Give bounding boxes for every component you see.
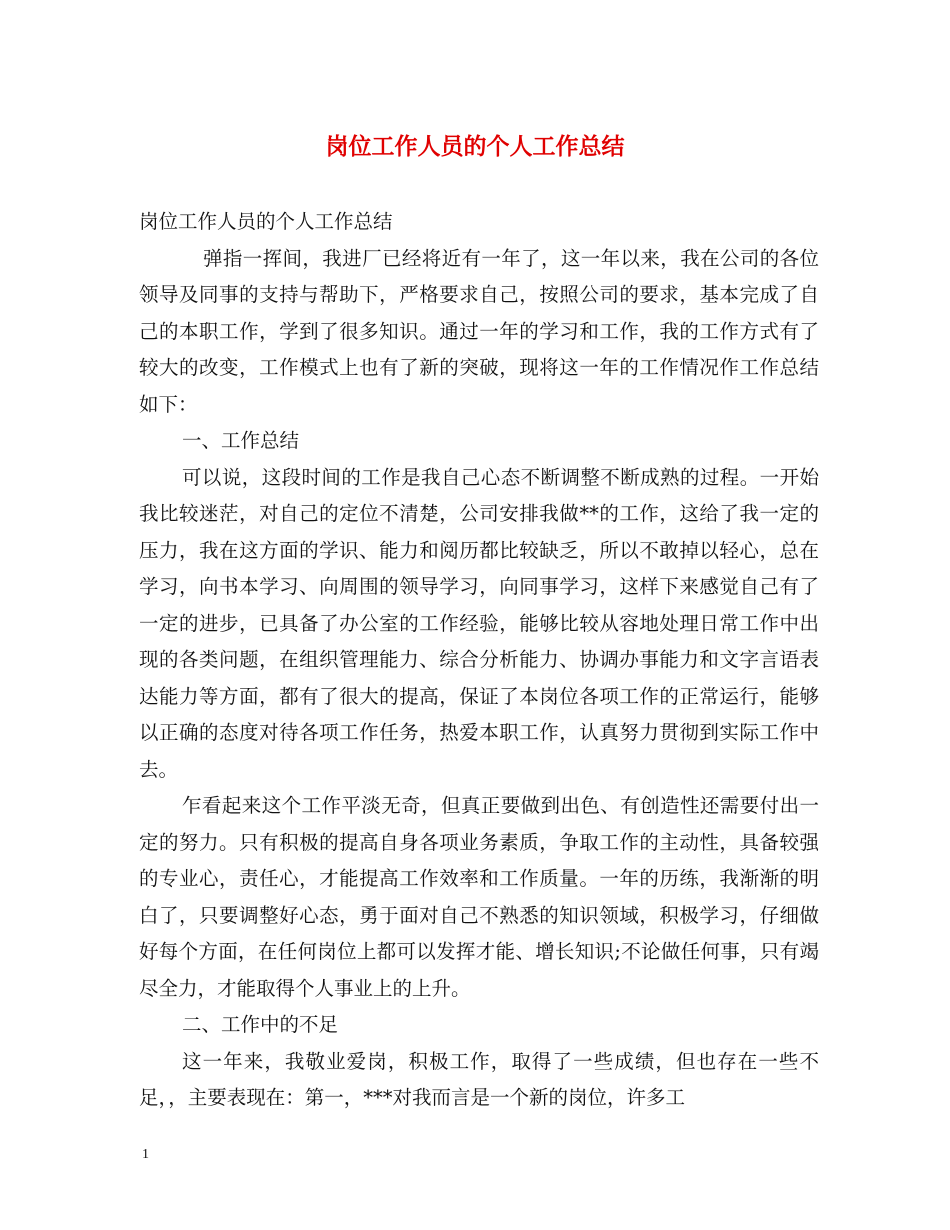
page-number: 1 bbox=[142, 1147, 149, 1162]
section-heading-work-summary: 一、工作总结 bbox=[182, 429, 300, 452]
document-body bbox=[139, 204, 819, 1117]
intro-paragraph: 弹指一挥间，我进厂已经将近有一年了，这一年以来，我在公司的各位领导及同事的支持与帮助下，严格要求自己，按照公司的要求，基本完成了自己的本职工作，学到了很多知识。通过一年的学习和工作，我的工作方式有了较大的改变，工作模式上也有了新的突破，现将这一年的工作情况作工作总结如下： bbox=[139, 246, 819, 416]
document-subtitle: 岗位工作人员的个人工作总结 bbox=[139, 210, 393, 233]
section-heading-shortcomings: 二、工作中的不足 bbox=[182, 1013, 339, 1036]
summary-paragraph-1: 可以说，这段时间的工作是我自己心态不断调整不断成熟的过程。一开始我比较迷茫，对自己的定位不清楚，公司安排我做**的工作，这给了我一定的压力，我在这方面的学识、能力和阅历都比较缺乏，所以不敢掉以轻心，总在学习，向书本学习、向周围的领导学习，向同事学习，这样下来感觉自己有了一定的进步，已具备了办公室的工作经验，能够比较从容地处理日常工作中出现的各类问题，在组织管理能力、综合分析能力、协调办事能力和文字言语表达能力等方面，都有了很大的提高，保证了本岗位各项工作的正常运行，能够以正确的态度对待各项工作任务，热爱本职工作，认真努力贯彻到实际工作中去。 bbox=[139, 465, 819, 781]
summary-paragraph-2: 乍看起来这个工作平淡无奇，但真正要做到出色、有创造性还需要付出一定的努力。只有积极的提高自身各项业务素质，争取工作的主动性，具备较强的专业心，责任心，才能提高工作效率和工作质量。一年的历练，我渐渐的明白了，只要调整好心态，勇于面对自己不熟悉的知识领域，积极学习，仔细做好每个方面，在任何岗位上都可以发挥才能、增长知识;不论做任何事，只有竭尽全力，才能取得个人事业上的上升。 bbox=[139, 794, 819, 1000]
shortcomings-paragraph: 这一年来，我敬业爱岗，积极工作，取得了一些成绩，但也存在一些不足，，主要表现在：第一，***对我而言是一个新的岗位，许多工 bbox=[139, 1049, 819, 1109]
document-title: 岗位工作人员的个人工作总结 bbox=[325, 133, 625, 160]
